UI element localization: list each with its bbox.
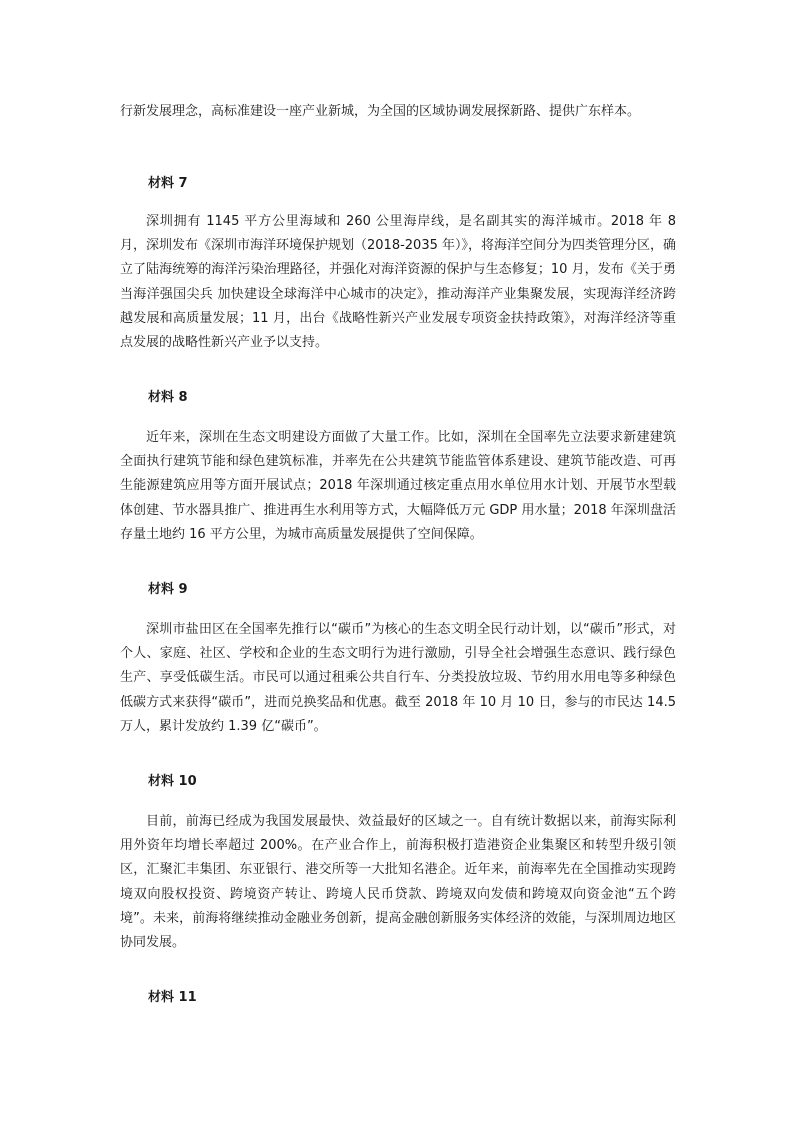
material-11-heading: 材料 11: [148, 990, 197, 1005]
material-9-heading: 材料 9: [148, 582, 188, 597]
material-9-paragraph: 深圳市盐田区在全国率先推行以“碳币”为核心的生态文明全民行动计划，以“碳币”形式，对个人、家庭、社区、学校和企业的生态文明行为进行激励，引导全社会增强生态意识、践行绿色生产、享受低碳生活。市民可以通过租乘公共自行车、分类投放垃圾、节约用水用电等多种绿色低碳方式来获得“碳币”，进而兑换奖品和优惠。截至 2018 年 10 月 10 日，参与的市民达 14.5 万人，累计发放约 1.39 亿“碳币”。: [120, 622, 676, 734]
material-10-paragraph: 目前，前海已经成为我国发展最快、效益最好的区域之一。自有统计数据以来，前海实际利用外资年均增长率超过 200%。在产业合作上，前海积极打造港资企业集聚区和转型升级引领区，汇聚汇丰集团、东亚银行、港交所等一大批知名港企。近年来，前海率先在全国推动实现跨境双向股权投资、跨境资产转让、跨境人民币贷款、跨境双向发债和跨境双向资金池“五个跨境”。未来，前海将继续推动金融业务创新，提高金融创新服务实体经济的效能，与深圳周边地区协同发展。: [120, 814, 676, 951]
material-7-paragraph: 深圳拥有 1145 平方公里海域和 260 公里海岸线，是名副其实的海洋城市。2018 年 8 月，深圳发布《深圳市海洋环境保护规划（2018-2035 年）》，将海洋空间分为四类管理分区，确立了陆海统筹的海洋污染治理路径，并强化对海洋资源的保护与生态修复；10 月，发布《关于勇当海洋强国尖兵 加快建设全球海洋中心城市的决定》，推动海洋产业集聚发展，实现海洋经济跨越发展和高质量发展；11 月，出台《战略性新兴产业发展专项资金扶持政策》，对海洋经济等重点发展的战略性新兴产业予以支持。: [120, 214, 676, 351]
intro-paragraph: 行新发展理念，高标准建设一座产业新城，为全国的区域协调发展探新路、提供广东样本。: [120, 104, 641, 119]
material-8-paragraph: 近年来，深圳在生态文明建设方面做了大量工作。比如，深圳在全国率先立法要求新建建筑全面执行建筑节能和绿色建筑标准，并率先在公共建筑节能监管体系建设、建筑节能改造、可再生能源建筑应用等方面开展试点；2018 年深圳通过核定重点用水单位用水计划、开展节水型载体创建、节水器具推广、推进再生水利用等方式，大幅降低万元 GDP 用水量；2018 年深圳盘活存量土地约 16 平方公里，为城市高质量发展提供了空间保障。: [120, 430, 676, 542]
material-7-heading: 材料 7: [148, 176, 188, 191]
material-8-heading: 材料 8: [148, 390, 188, 405]
material-10-heading: 材料 10: [148, 774, 197, 789]
